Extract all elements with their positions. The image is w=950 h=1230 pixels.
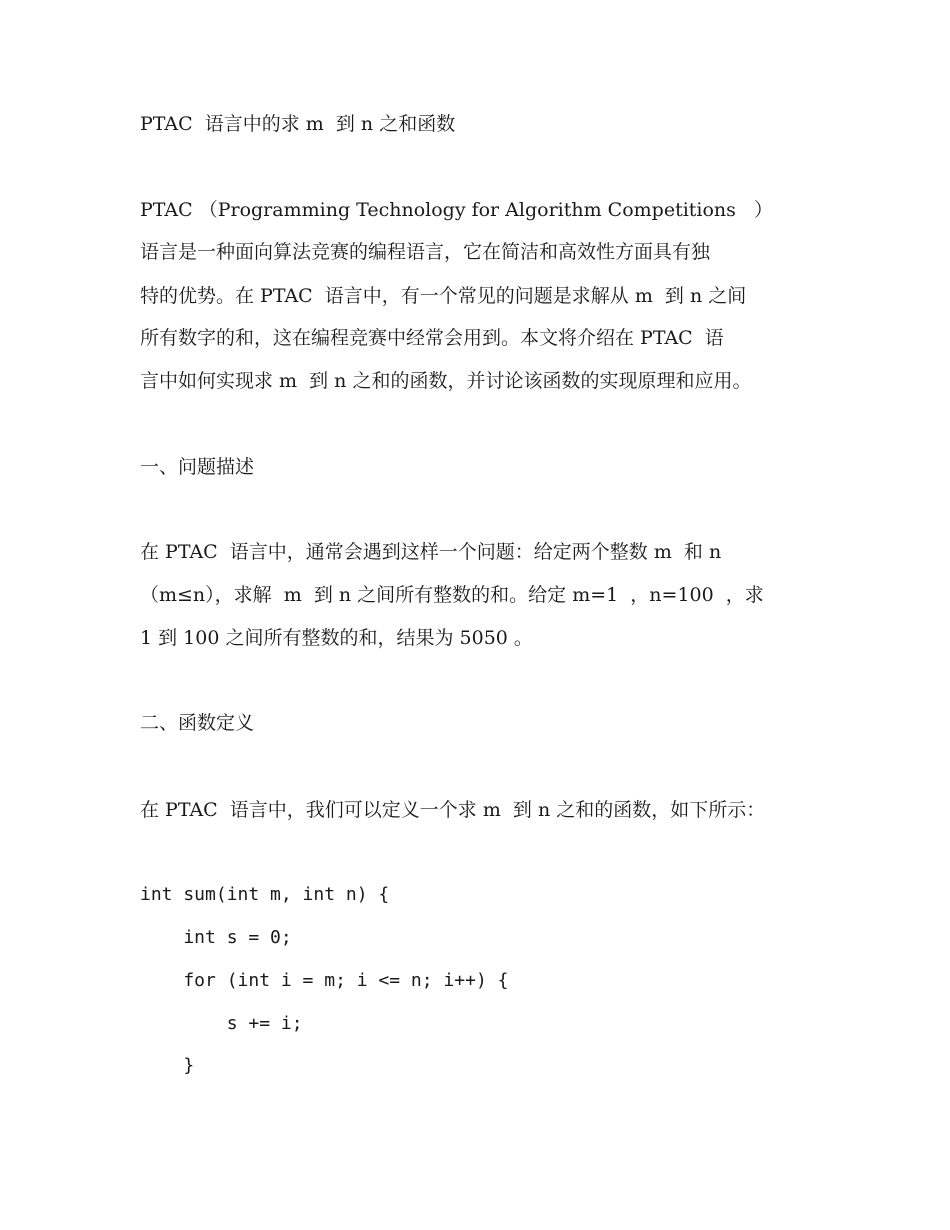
intro-line-2: 语言是一种面向算法竞赛的编程语言，它在简洁和高效性方面具有独 [140, 241, 711, 263]
code-line-2: int s = 0; [140, 927, 292, 948]
code-line-1: int sum(int m, int n) { [140, 884, 390, 905]
problem-line-2: （m≤n），求解 m 到 n 之间所有整数的和。给定 m=1 ，n=100 ，求 [140, 584, 764, 606]
definition-line-1: 在 PTAC 语言中，我们可以定义一个求 m 到 n 之和的函数，如下所示： [140, 799, 766, 821]
section-heading-definition: 二、函数定义 [140, 712, 255, 734]
intro-line-4: 所有数字的和，这在编程竞赛中经常会用到。本文将介绍在 PTAC 语 [140, 327, 724, 349]
code-line-5: } [140, 1055, 195, 1076]
document-title: PTAC 语言中的求 m 到 n 之和函数 [140, 113, 456, 135]
intro-line-1: PTAC （Programming Technology for Algorithm Competitions ） [140, 199, 774, 221]
section-heading-problem: 一、问题描述 [140, 456, 255, 478]
intro-line-3: 特的优势。在 PTAC 语言中，有一个常见的问题是求解从 m 到 n 之间 [140, 285, 747, 307]
problem-line-1: 在 PTAC 语言中，通常会遇到这样一个问题：给定两个整数 m 和 n [140, 541, 722, 563]
intro-line-5: 言中如何实现求 m 到 n 之和的函数，并讨论该函数的实现原理和应用。 [140, 370, 752, 392]
code-line-4: s += i; [140, 1013, 303, 1034]
code-line-3: for (int i = m; i <= n; i++) { [140, 970, 509, 991]
problem-line-3: 1 到 100 之间所有整数的和，结果为 5050 。 [140, 627, 533, 649]
